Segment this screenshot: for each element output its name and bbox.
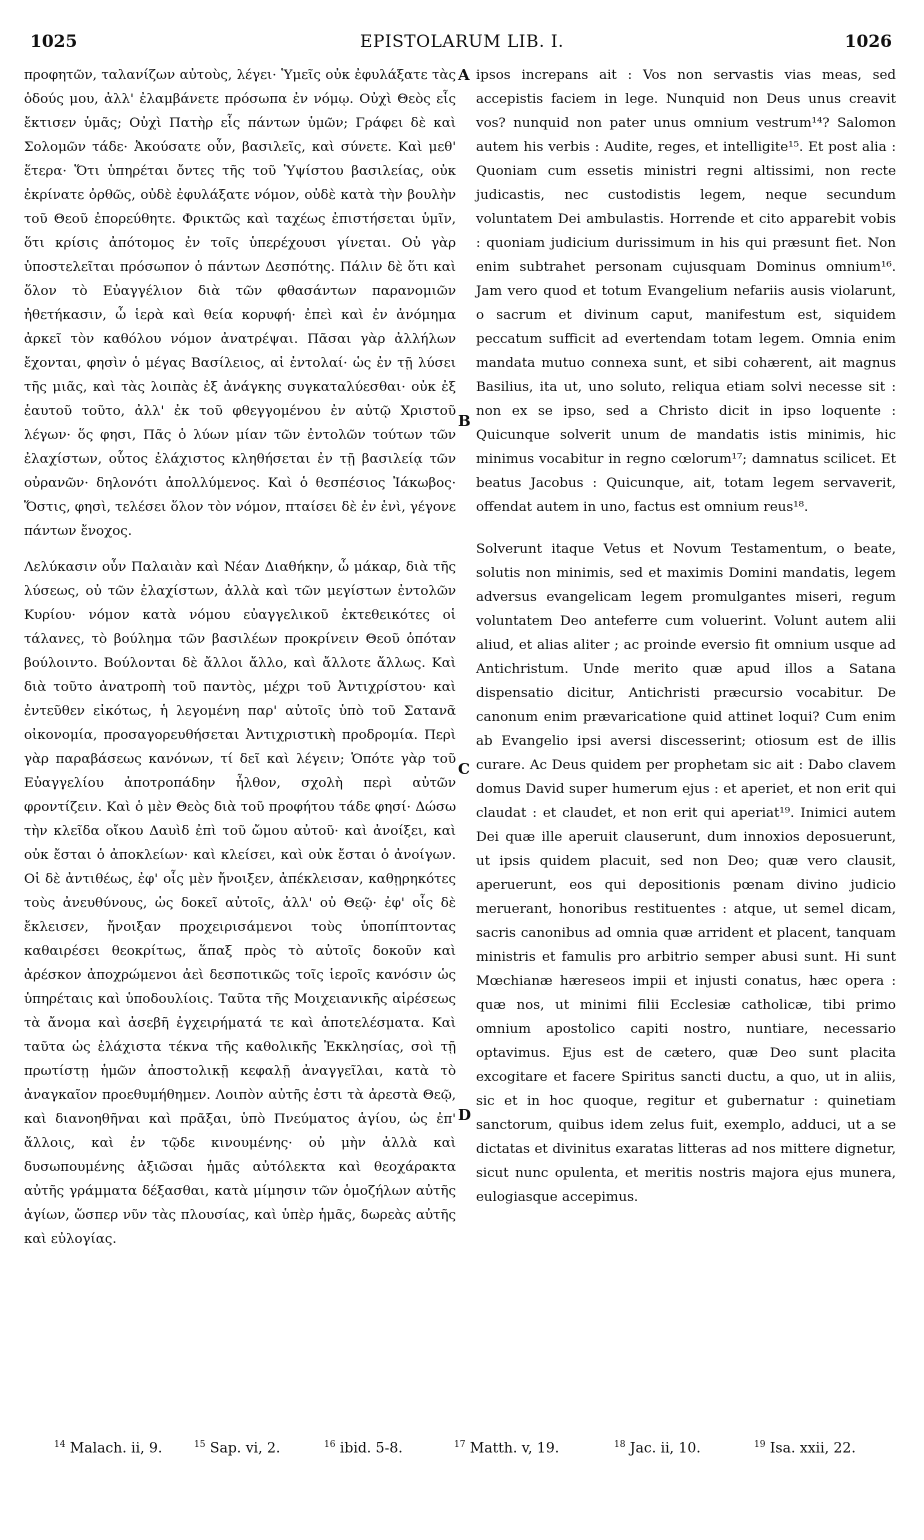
latin-paragraph-1: ipsos increpans ait : Vos non servastis vias meas, sed accepistis faciem in lege. Nunquid non Deus unus creavit vos? nunquid non pater unus omnium vestrum¹⁴? Salomon autem his verbis : Audite, reges, et intelligite¹⁵. Et post alia : Quoniam cum essetis ministri regni altissimi, non recte judicastis, nec custodistis legem, neque secundum voluntatem Dei ambulastis. Horrende et cito apparebit vobis : quoniam judicium durissimum in his qui præsunt fiet. Non enim subtrahet personam cujusquam Dominus omnium¹⁶. Jam vero quod et totum Evangelium nefariis ausis violarunt, o sacrum et divinum caput, manifestum est, siquidem peccatum sufficit ad evertendam totam legem. Omnia enim mandata mutuo connexa sunt, et sibi cohærent, ait magnus Basilius, ita ut, uno soluto, reliqua etiam solvi necesse sit : non ex se ipso, sed a Christo dicit in ipso loquente : Quicunque solverit unum de mandatis istis minimis, hic minimus vocabitur in regno cœlorum¹⁷; damnatus scilicet. Et beatus Jacobus : Quicunque, ait, totam legem servaverit, offendat autem in uno, factus est omnium reus¹⁸. bbox=[476, 68, 896, 515]
greek-column bbox=[24, 64, 456, 1252]
page-number-right: 1026 bbox=[844, 32, 892, 52]
footnote-ref: ibid. 5-8. bbox=[339, 1440, 403, 1457]
footnote-number: 18 bbox=[614, 1440, 626, 1450]
greek-paragraph-1: προφητῶν, ταλανίζων αὐτοὺς, λέγει· Ὑμεῖς οὐκ ἐφυλάξατε τὰς ὁδούς μου, ἀλλ' ἐλαμβάνετε πρόσωπα ἐν νόμῳ. Οὐχὶ Θεὸς εἷς ἔκτισεν ὑμᾶς; Οὐχὶ Πατὴρ εἷς πάντων ὑμῶν; Γράφει δὲ καὶ Σολομῶν τάδε· Ἀκούσατε οὖν, βασιλεῖς, καὶ σύνετε. Καὶ μεθ' ἕτερα· Ὅτι ὑπηρέται ὄντες τῆς τοῦ Ὑψίστου βασιλείας, οὐκ ἐκρίνατε ὀρθῶς, οὐδὲ ἐφυλάξατε νόμον, οὐδὲ κατὰ τὴν βουλὴν τοῦ Θεοῦ ἐπορεύθητε. Φρικτῶς καὶ ταχέως ἐπιστήσεται ὑμῖν, ὅτι κρίσις ἀπότομος ἐν τοῖς ὑπερέχουσι γίνεται. Οὐ γὰρ ὑποστελεῖται πρόσωπον ὁ πάντων Δεσπότης. Πάλιν δὲ ὅτι καὶ ὅλον τὸ Εὐαγγέλιον διὰ τῶν φθασάντων παρανομιῶν ἠθετήκασιν, ὦ ἱερὰ καὶ θεία κορυφή· ἐπεὶ καὶ ἐν ἀνόμημα ἀρκεῖ τὸν καθόλου νόμον ἀνατρέψαι. Πᾶσαι γὰρ ἀλλήλων ἔχονται, φησὶν ὁ μέγας Βασίλειος, αἱ ἐντολαί· ὡς ἐν τῇ λύσει τῆς μιᾶς, καὶ τὰς λοιπὰς ἐξ ἀνάγκης συγκαταλύεσθαι· οὐκ ἐξ ἑαυτοῦ τοῦτο, ἀλλ' ἐκ τοῦ φθεγγομένου ἐν αὐτῷ Χριστοῦ λέγων· ὅς φησι, Πᾶς ὁ λύων μίαν τῶν ἐντολῶν τούτων τῶν ἐλαχίστων, οὗτος ἐλάχιστος κληθήσεται ἐν τῇ βασιλείᾳ τῶν οὐρανῶν· δηλονότι ἀπολλύμενος. Καὶ ὁ θεσπέσιος Ἰάκωβος· Ὅστις, φησὶ, τελέσει ὅλον τὸν νόμον, πταίσει δὲ ἐν ἑνὶ, γέγονε πάντων ἔνοχος. bbox=[24, 68, 456, 539]
latin-paragraph-2: Solverunt itaque Vetus et Novum Testamentum, o beate, solutis non minimis, sed et maximis Domini mandatis, legem adversus evangelicam legem promulgantes miseri, regum voluntatem Deo anteferre cum voluerint. Volunt autem alii aliud, et alias aliter ; ac proinde eversio fit omnium usque ad Antichristum. Unde merito quæ apud illos a Satana dispensatio dicitur, Antichristi præcursio vocabitur. De canonum enim prævaricatione quid attinet loqui? Cum enim ab Evangelio ipsi aversi discesserint; otiosum est de illis curare. Ac Deus quidem per prophetam sic ait : Dabo clavem domus David super humerum ejus : et aperiet, et non erit qui claudat : et claudet, et non erit qui aperiat¹⁹. Inimici autem Dei quæ ille aperuit clauserunt, dum innoxios deposuerunt, ut ipsis quidem placuit, sed non Deo; quæ vero clausit, aperuerunt, eos qui depositionis pœnam divino judicio meruerant, honoribus restituentes : atque, ut semel dicam, sacris canonibus ad omnia quæ arrident et placent, tanquam ministris et famulis pro arbitrio semper abusi sunt. Hi sunt Mœchianæ hæreseos impii et injusti conatus, hæc opera : quæ nos, ut minimi filii Ecclesiæ catholicæ, tibi primo omnium apostolico capiti nostro, nuntiare, necessario optavimus. Ejus est de cætero, quæ Deo sunt placita excogitare et facere Spiritus sancti ductu, a quo, ut in aliis, sic et in hoc quoque, regitur et gubernatur : quinetiam sanctorum, quibus idem zelus fuit, exemplo, adduci, ut a se dictatas et divinitus exaratas litteras ad nos mittere dignetur, sicut nunc opulenta, et meritis nostris majora ejus munera, eulogiasque accepimus. bbox=[476, 542, 896, 1205]
margin-letter-d: D bbox=[458, 1106, 472, 1124]
running-title: EPISTOLARUM LIB. I. bbox=[360, 32, 564, 52]
footnote-number: 15 bbox=[194, 1440, 206, 1450]
footnote-19 bbox=[754, 1440, 856, 1457]
footnote-number: 17 bbox=[454, 1440, 466, 1450]
footnote-15 bbox=[194, 1440, 280, 1457]
footnote-17 bbox=[454, 1440, 559, 1457]
footnote-number: 19 bbox=[754, 1440, 766, 1450]
margin-letter-b: B bbox=[458, 412, 471, 430]
page-header bbox=[24, 32, 900, 60]
footnote-18 bbox=[614, 1440, 701, 1457]
margin-letter-c: C bbox=[458, 760, 470, 778]
greek-paragraph-2: Λελύκασιν οὖν Παλαιὰν καὶ Νέαν Διαθήκην, ὦ μάκαρ, διὰ τῆς λύσεως, οὐ τῶν ἐλαχίστων, ἀλλὰ καὶ τῶν μεγίστων ἐντολῶν Κυρίου· νόμον κατὰ νόμου εὐαγγελικοῦ ἐκτεθεικότες οἱ τάλανες, τὸ βούλημα τῶν βασιλέων προκρίνειν Θεοῦ ὁπόταν βούλοιντο. Βούλονται δὲ ἄλλοι ἄλλο, καὶ ἄλλοτε ἄλλως. Καὶ διὰ τοῦτο ἀνατροπὴ τοῦ παντὸς, μέχρι τοῦ Ἀντιχρίστου· καὶ ἐντεῦθεν εἰκότως, ἡ λεγομένη παρ' αὐτοῖς ὑπὸ τοῦ Σατανᾶ οἰκονομία, προσαγορευθήσεται Ἀντιχριστικὴ προδρομία. Περὶ γὰρ παραβάσεως κανόνων, τί δεῖ καὶ λέγειν; Ὁπότε γὰρ τοῦ Εὐαγγελίου ἀποτροπάδην ἦλθον, σχολὴ περὶ αὐτῶν φροντίζειν. Καὶ ὁ μὲν Θεὸς διὰ τοῦ προφήτου τάδε φησί· Δώσω τὴν κλεῖδα οἴκου Δαυὶδ ἐπὶ τοῦ ὤμου αὐτοῦ· καὶ ἀνοίξει, καὶ οὐκ ἔσται ὁ ἀποκλείων· καὶ κλείσει, καὶ οὐκ ἔσται ὁ ἀνοίγων. Οἱ δὲ ἀντιθέως, ἐφ' οἷς μὲν ἤνοιξεν, ἀπέκλεισαν, καθῃρηκότες τοὺς ἀνευθύνους, ὡς δοκεῖ αὐτοῖς, ἀλλ' οὐ Θεῷ· ἐφ' οἷς δὲ ἔκλεισεν, ἤνοιξαν προχειρισάμενοι τοὺς ὑποπίπτοντας καθαιρέσει θεοκρίτως, ἅπαξ πρὸς τὸ αὐτοῖς δοκοῦν καὶ ἀρέσκον ἀποχρώμενοι ἀεὶ δεσποτικῶς τοῖς ἱεροῖς κανόσιν ὡς ὑπηρέταις καὶ ὑποδουλίοις. Ταῦτα τῆς Μοιχειανικῆς αἱρέσεως τὰ ἄνομα καὶ ἀσεβῆ ἐγχειρήματά τε καὶ ἀποτελέσματα. Καὶ ταῦτα ὡς ἐλάχιστα τέκνα τῆς καθολικῆς Ἐκκλησίας, σοὶ τῇ πρωτίστῃ ἡμῶν ἀποστολικῇ κεφαλῇ ἀναγγεῖλαι, κατὰ τὸ ἀναγκαῖον προεθυμήθημεν. Λοιπὸν αὐτῆς ἐστι τὰ ἀρεστὰ Θεῷ, καὶ διανοηθῆναι καὶ πρᾶξαι, ὑπὸ Πνεύματος ἁγίου, ὡς ἐπ' ἄλλοις, καὶ ἐν τῷδε κινουμένης· οὐ μὴν ἀλλὰ καὶ δυσωπουμένης ἀξιῶσαι ἡμᾶς αὐτόλεκτα καὶ θεοχάρακτα αὐτῆς γράμματα δέξασθαι, κατὰ μίμησιν τῶν ὁμοζήλων αὐτῆς ἁγίων, ὥσπερ νῦν τὰς πλουσίας, καὶ ὑπὲρ ἡμᾶς, δωρεὰς αὐτῆς καὶ εὐλογίας. bbox=[24, 560, 456, 1247]
footnote-14 bbox=[54, 1440, 162, 1457]
footnote-number: 16 bbox=[324, 1440, 336, 1450]
footnote-ref: Sap. vi, 2. bbox=[209, 1440, 281, 1457]
latin-column bbox=[476, 64, 896, 1210]
margin-letter-a: A bbox=[458, 66, 470, 84]
footnote-ref: Malach. ii, 9. bbox=[69, 1440, 163, 1457]
page-number-left: 1025 bbox=[30, 32, 78, 52]
footnote-ref: Matth. v, 19. bbox=[469, 1440, 560, 1457]
footnotes bbox=[24, 1440, 900, 1466]
footnote-16 bbox=[324, 1440, 403, 1457]
footnote-ref: Isa. xxii, 22. bbox=[769, 1440, 856, 1457]
footnote-ref: Jac. ii, 10. bbox=[629, 1440, 701, 1457]
footnote-number: 14 bbox=[54, 1440, 66, 1450]
